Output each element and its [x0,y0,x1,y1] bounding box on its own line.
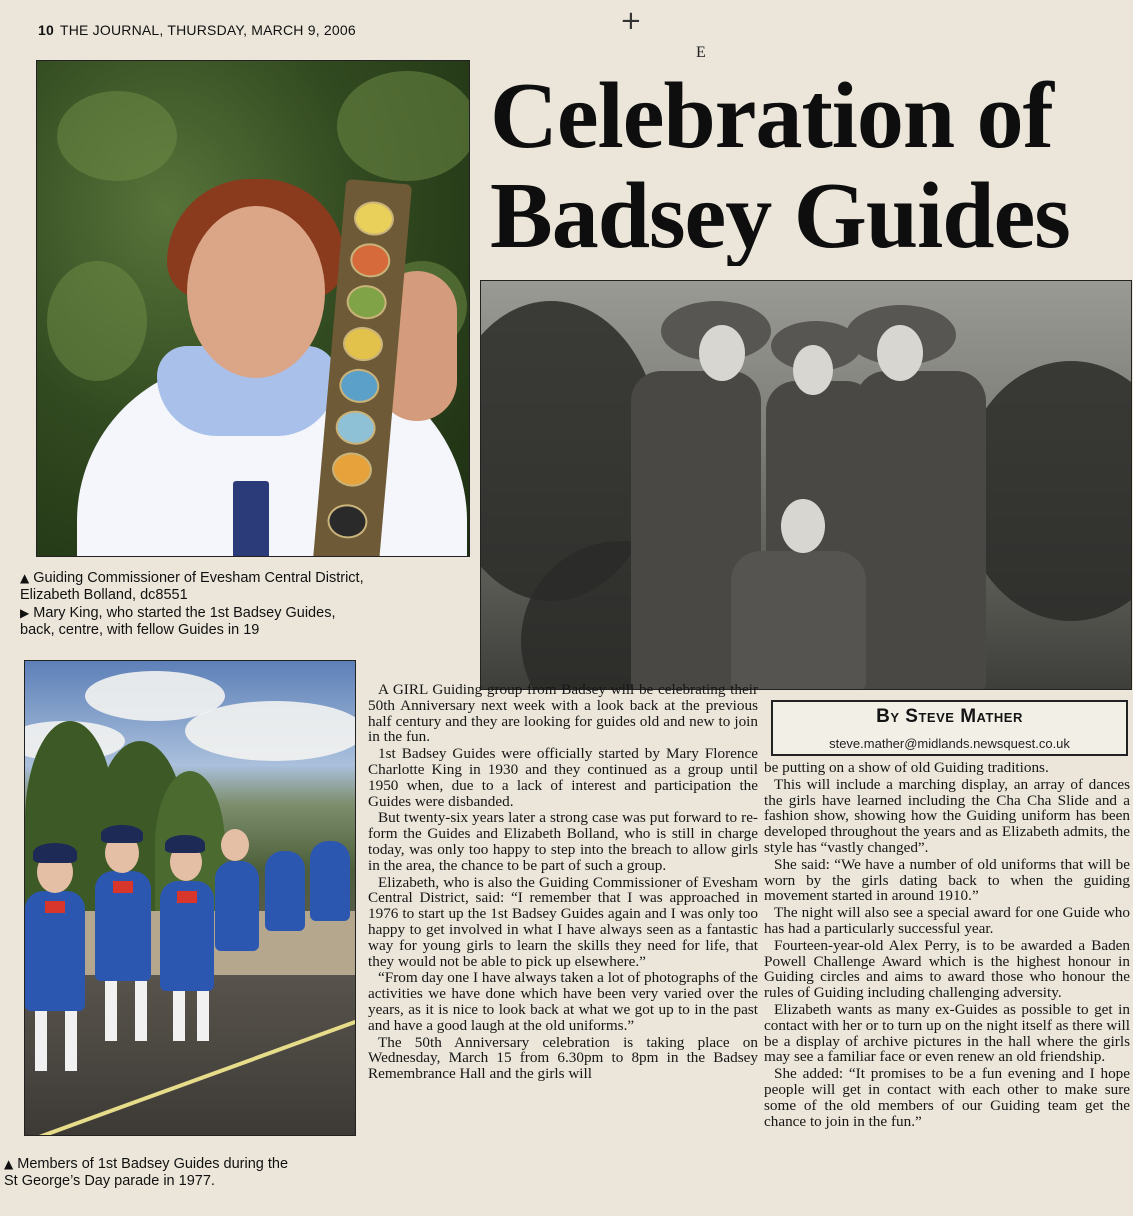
paragraph: But twenty-six years later a strong case was put forward to re-form the Guides and Elizabeth Bolland, who is still in charge today, was only too happy to step into the breach to allow girls in the area, the chance to be part of such a group. [368,809,758,874]
commissioner-caption: ▲ Guiding Commissioner of Evesham Central District, Elizabeth Bolland, dc8551 [20,570,364,603]
paragraph: Fourteen-year-old Alex Perry, is to be awarded a Baden Powell Challenge Award which is the highest honour in Guiding circles and aims to award those who honour the rules of Guiding including challenging adversity. [764,936,1130,1002]
byline-box [771,700,1128,756]
headline-line-2: Badsey Guides [490,164,1070,266]
paragraph: Elizabeth, who is also the Guiding Commissioner of Evesham Central District, said: “I remember that I was approached in 1976 to start up the 1st Badsey Guides again and I was only too happy to get involved in what I have always seen as a fantastic way for young girls to learn the skills they need for life, that they would not be able to pick up elsewhere.” [368,873,758,970]
parade-photo [24,660,356,1136]
parade-caption: ▲ Members of 1st Badsey Guides during the St George’s Day parade in 1977. [4,1156,289,1189]
paragraph: be putting on a show of old Guiding traditions. [764,760,1049,776]
publication-line: THE JOURNAL, THURSDAY, MARCH 9, 2006 [59,22,356,38]
paragraph: This will include a marching display, an array of dances the girls have learned including the Cha Cha Slide and a fashion show, showing how the Guiding uniform has been developed throughout the years and as Elizabeth admits, the style has “vastly changed”. [764,775,1130,856]
article-column-1 [368,682,758,1204]
page-number: 10 [38,22,54,38]
archive-caption: ▶ Mary King, who started the 1st Badsey Guides, back, centre, with fellow Guides in 19 [20,605,336,638]
page-header [38,22,356,38]
headline [490,66,1130,266]
byline-name: By Steve Mather [876,706,1023,727]
paragraph: The 50th Anniversary celebration is taking place on Wednesday, March 15 from 6.30pm to 8pm in the Badsey Remembrance Hall and the girls will [368,1033,758,1083]
paragraph: The night will also see a special award for one Guide who has had a particularly successful year. [764,904,1130,937]
triangle-up-icon: ▲ [20,571,30,585]
paragraph: A GIRL Guiding group from Badsey will be celebrating their 50th Anniversary next week with a look back at the previous half century and they are looking for guides old and new to join in the fun. [368,682,758,746]
paragraph: 1st Badsey Guides were officially started by Mary Florence Charlotte King in 1930 and they continued as a group until 1950 when, due to a lack of interest and participation the Guides were disbanded. [368,745,758,810]
triangle-right-icon: ▶ [20,606,30,620]
headline-line-1: Celebration of [490,66,1053,168]
section-mark: E [696,44,706,61]
paragraph: She added: “It promises to be a fun evening and I hope people will get in contact with each other to make sure some of the old members of our Guiding team get the chance to join in the fun.” [764,1065,1130,1130]
archive-guides-photo [480,280,1132,690]
triangle-up-icon: ▲ [4,1157,14,1171]
commissioner-photo [36,60,470,557]
paragraph: “From day one I have always taken a lot of photographs of the activities we have done which have been very varied over the years, as it is nice to look back at what we got up to in the past and have a good laugh at the old uniforms.” [368,969,758,1034]
paragraph: She said: “We have a number of old uniforms that will be worn by the girls dating back to when the guiding movement started in around 1910.” [764,855,1130,905]
paragraph: Elizabeth wants as many ex-Guides as possible to get in contact with her or to turn up on the night itself as there will be a display of archive pictures in the hall where the girls may see a familiar face or even renew an old friendship. [764,1000,1130,1066]
crosshair-icon: + [620,6,642,36]
article-column-2 [764,760,1130,1212]
byline-email[interactable]: steve.mather@midlands.newsquest.co.uk [829,736,1070,751]
